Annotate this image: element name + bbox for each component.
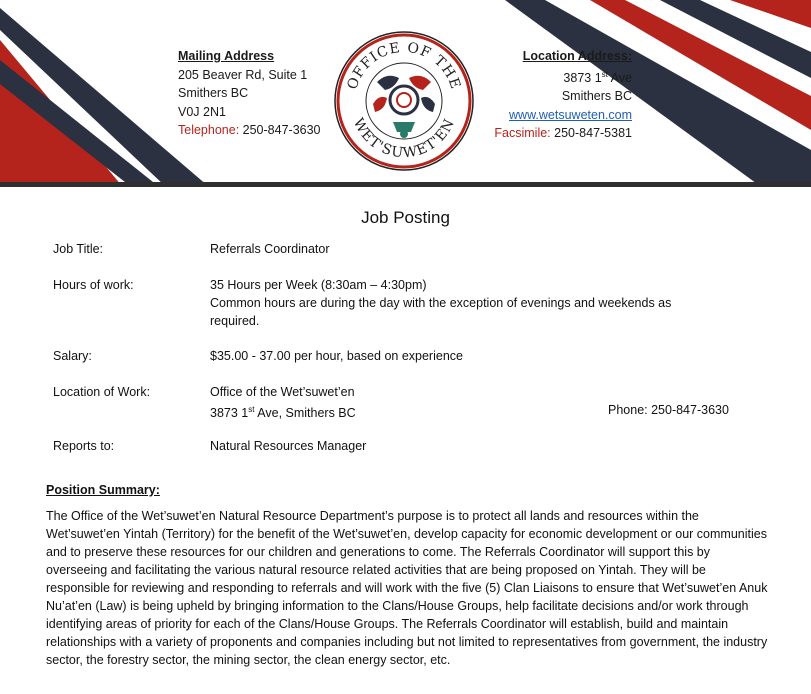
position-summary-heading: Position Summary:	[46, 483, 160, 497]
location-address-heading: Location Address:	[522, 49, 632, 63]
hours-line-2: Common hours are during the day with the exception of evenings and weekends as required.	[210, 296, 672, 328]
hours-line-1: 35 Hours per Week (8:30am – 4:30pm)	[210, 278, 427, 292]
location-address-rest: Ave, Smithers BC	[254, 406, 356, 421]
office-seal-logo	[333, 30, 475, 172]
mailing-address-heading: Mailing Address	[178, 49, 275, 63]
salary-label: Salary:	[53, 349, 92, 363]
job-title-value: Referrals Coordinator	[210, 242, 330, 256]
location-value	[210, 383, 770, 422]
mailing-line-2: Smithers BC	[178, 86, 249, 100]
mailing-address-block	[178, 47, 321, 140]
facsimile-label: Facsimile:	[494, 126, 551, 141]
facsimile-line	[494, 124, 632, 143]
hours-value	[210, 276, 720, 330]
location-address-block	[494, 47, 632, 143]
location-address-suffix: st	[248, 405, 255, 414]
page-title: Job Posting	[361, 208, 450, 227]
mailing-line-1: 205 Beaver Rd, Suite 1	[178, 67, 308, 82]
location-line-1-number: 3873 1	[563, 70, 602, 85]
website-link[interactable]: www.wetsuweten.com	[509, 107, 632, 122]
location-line-office: Office of the Wet’suwet’en	[210, 385, 355, 399]
seal-bottom-text: WET'SUWET'EN	[349, 115, 459, 162]
telephone-line	[178, 121, 321, 140]
header-divider	[0, 182, 811, 187]
telephone-value: 250-847-3630	[242, 123, 321, 137]
reports-label: Reports to:	[53, 439, 115, 453]
position-summary-text: The Office of the Wet’suwet’en Natural Resource Department’s purpose is to protect all lands and resources within the Wet’suwet’en Yintah (Territory) for the benefit of the Wet’suwet’en, develop capacity for economic development or our communities and to preserve these resources for our children and generations to come. The Referrals Coordinator will support this by overseeing and facilitating the various natural resource related activities that are being proposed on Yintah. They will be responsible for reviewing and responding to referrals and will work with the five (5) Clan Liaisons to ensure that Wet’suwet’en Anuk Nu’at’en (Law) is being upheld by bringing information to the Clans/House Groups, help facilitate decisions and/or work through identifying areas of priority for each of the Clans/House Groups. The Referrals Coordinator will establish, build and maintain relationships with a variety of proponents and companies including but not limited to representatives from government, the industry sector, the forestry sector, the mining sector, the clean energy sector, etc.	[46, 509, 768, 667]
reports-value: Natural Resources Manager	[210, 439, 367, 453]
location-label: Location of Work:	[53, 385, 151, 399]
salary-value: $35.00 - 37.00 per hour, based on experience	[210, 349, 463, 363]
location-line-1	[494, 66, 632, 88]
location-line-2: Smithers BC	[561, 89, 632, 104]
seal-top-text: OFFICE OF THE	[344, 39, 464, 92]
mailing-line-3: V0J 2N1	[178, 104, 226, 119]
hours-label: Hours of work:	[53, 278, 134, 292]
job-title-label: Job Title:	[53, 242, 104, 256]
location-phone: Phone: 250-847-3630	[608, 403, 729, 417]
location-line-1-rest: Ave	[607, 70, 632, 85]
location-address-number: 3873 1	[210, 406, 249, 421]
facsimile-value: 250-847-5381	[554, 126, 632, 141]
telephone-label: Telephone:	[178, 123, 240, 137]
location-line-1-suffix: st	[601, 69, 608, 79]
